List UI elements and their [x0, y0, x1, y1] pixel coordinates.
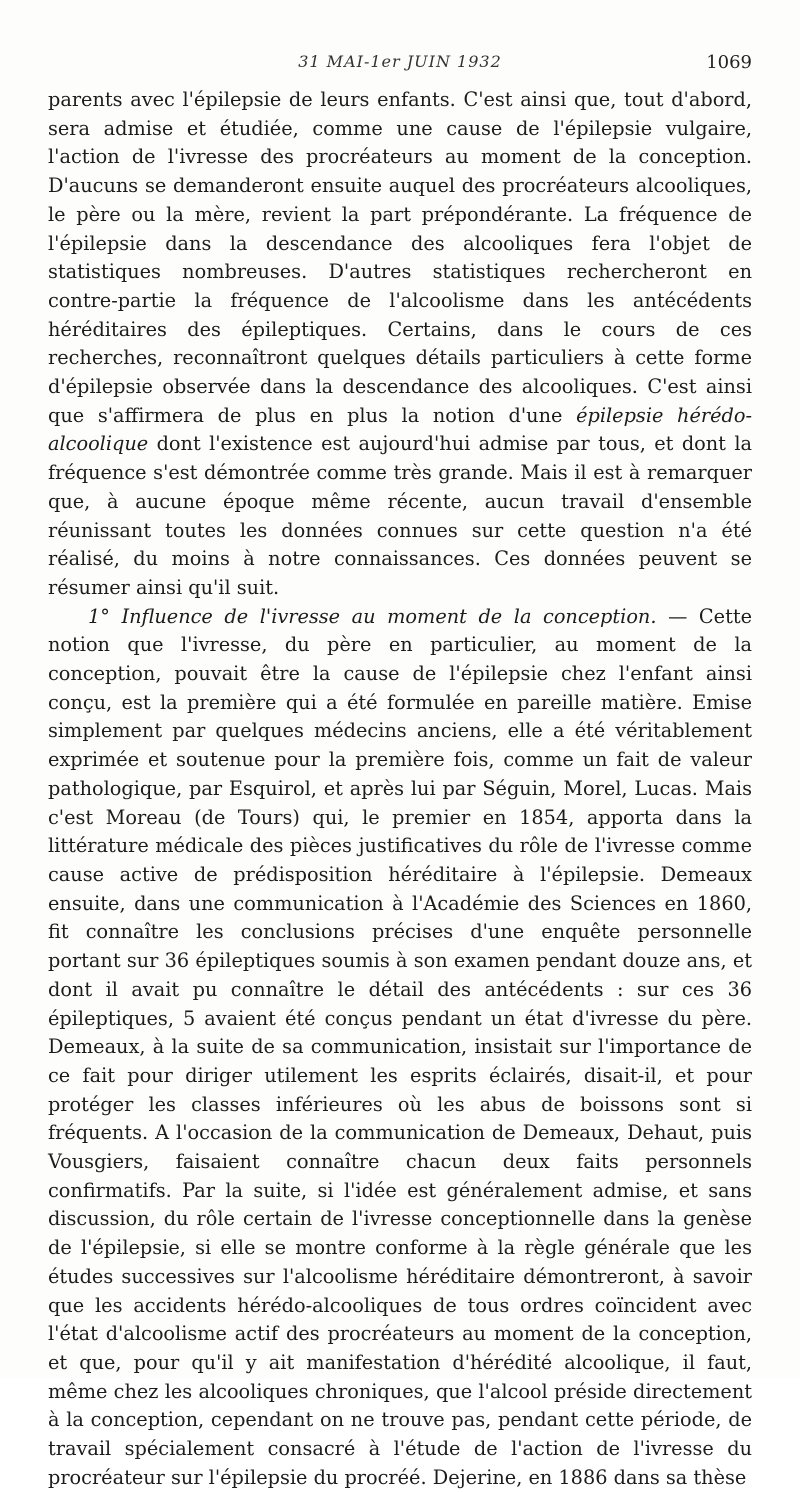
paragraph-2: [48, 603, 752, 1492]
page-number: 1069: [706, 52, 752, 73]
body-text: [48, 86, 752, 1492]
section-heading-1: 1° Influence de l'ivresse au moment de la conception.: [88, 604, 657, 628]
paragraph-2-text: — Cette notion que l'ivresse, du père en particulier, au moment de la conception, pouvait être la cause de l'épilepsie chez l'enfant ainsi conçu, est la première qui a été formulée en pareille matière. Emise simplement par quelques médecins anciens, elle a été véritablement exprimée et soutenue pour la première fois, comme un fait de valeur pathologique, par Esquirol, et après lui par Séguin, Morel, Lucas. Mais c'est Moreau (de Tours) qui, le premier en 1854, apporta dans la littérature médicale des pièces justificatives du rôle de l'ivresse comme cause active de prédisposition héréditaire à l'épilepsie. Demeaux ensuite, dans une communication à l'Académie des Sciences en 1860, fit connaître les conclusions précises d'une enquête personnelle portant sur 36 épileptiques soumis à son examen pendant douze ans, et dont il avait pu connaître le détail des antécédents : sur ces 36 épileptiques, 5 avaient été conçus pendant un état d'ivresse du père. Demeaux, à la suite de sa communication, insistait sur l'importance de ce fait pour diriger utilement les esprits éclairés, disait-il, et pour protéger les classes inférieures où les abus de boissons sont si fréquents. A l'occasion de la communication de Demeaux, Dehaut, puis Vousgiers, faisaient connaître chacun deux faits personnels confirmatifs. Par la suite, si l'idée est généralement admise, et sans discussion, du rôle certain de l'ivresse conceptionnelle dans la genèse de l'épilepsie, si elle se montre conforme à la règle générale que les études successives sur l'alcoolisme héréditaire démontreront, à savoir que les accidents hérédo-alcooliques de tous ordres coïncident avec l'état d'alcoolisme actif des procréateurs au moment de la conception, et que, pour qu'il y ait manifestation d'hérédité alcoolique, il faut, même chez les alcooliques chroniques, que l'alcool préside directement à la conception, cependant on ne trouve pas, pendant cette période, de travail spécialement consacré à l'étude de l'action de l'ivresse du procréateur sur l'épilepsie du procréé. Dejerine, en 1886 dans sa thèse: [48, 604, 752, 1489]
paragraph-1-emphasis: épilepsie hérédo-alcoolique: [48, 403, 752, 456]
running-head: [48, 52, 752, 80]
paragraph-1-text: parents avec l'épilepsie de leurs enfants. C'est ainsi que, tout d'abord, sera admise et étudiée, comme une cause de l'épilepsie vulgaire, l'action de l'ivresse des procréateurs au moment de la conception. D'aucuns se demanderont ensuite auquel des procréateurs alcooliques, le père ou la mère, revient la part prépondérante. La fréquence de l'épilepsie dans la descendance des alcooliques fera l'objet de statistiques nombreuses. D'autres statistiques rechercheront en contre-partie la fréquence de l'alcoolisme dans les antécédents héréditaires des épileptiques. Certains, dans le cours de ces recherches, reconnaîtront quelques détails particuliers à cette forme d'épilepsie observée dans la descendance des alcooliques. C'est ainsi que s'affirmera de plus en plus la notion d'une: [48, 88, 752, 427]
issue-date: 31 MAI-1er JUIN 1932: [298, 52, 502, 71]
paragraph-1-end: dont l'existence est aujourd'hui admise par tous, et dont la fréquence s'est démontrée comme très grande. Mais il est à remarquer que, à aucune époque même récente, aucun travail d'ensemble réunissant toutes les données connues sur cette question n'a été réalisé, du moins à notre connaissances. Ces données peuvent se résumer ainsi qu'il suit.: [48, 432, 752, 599]
paragraph-1: [48, 86, 752, 603]
